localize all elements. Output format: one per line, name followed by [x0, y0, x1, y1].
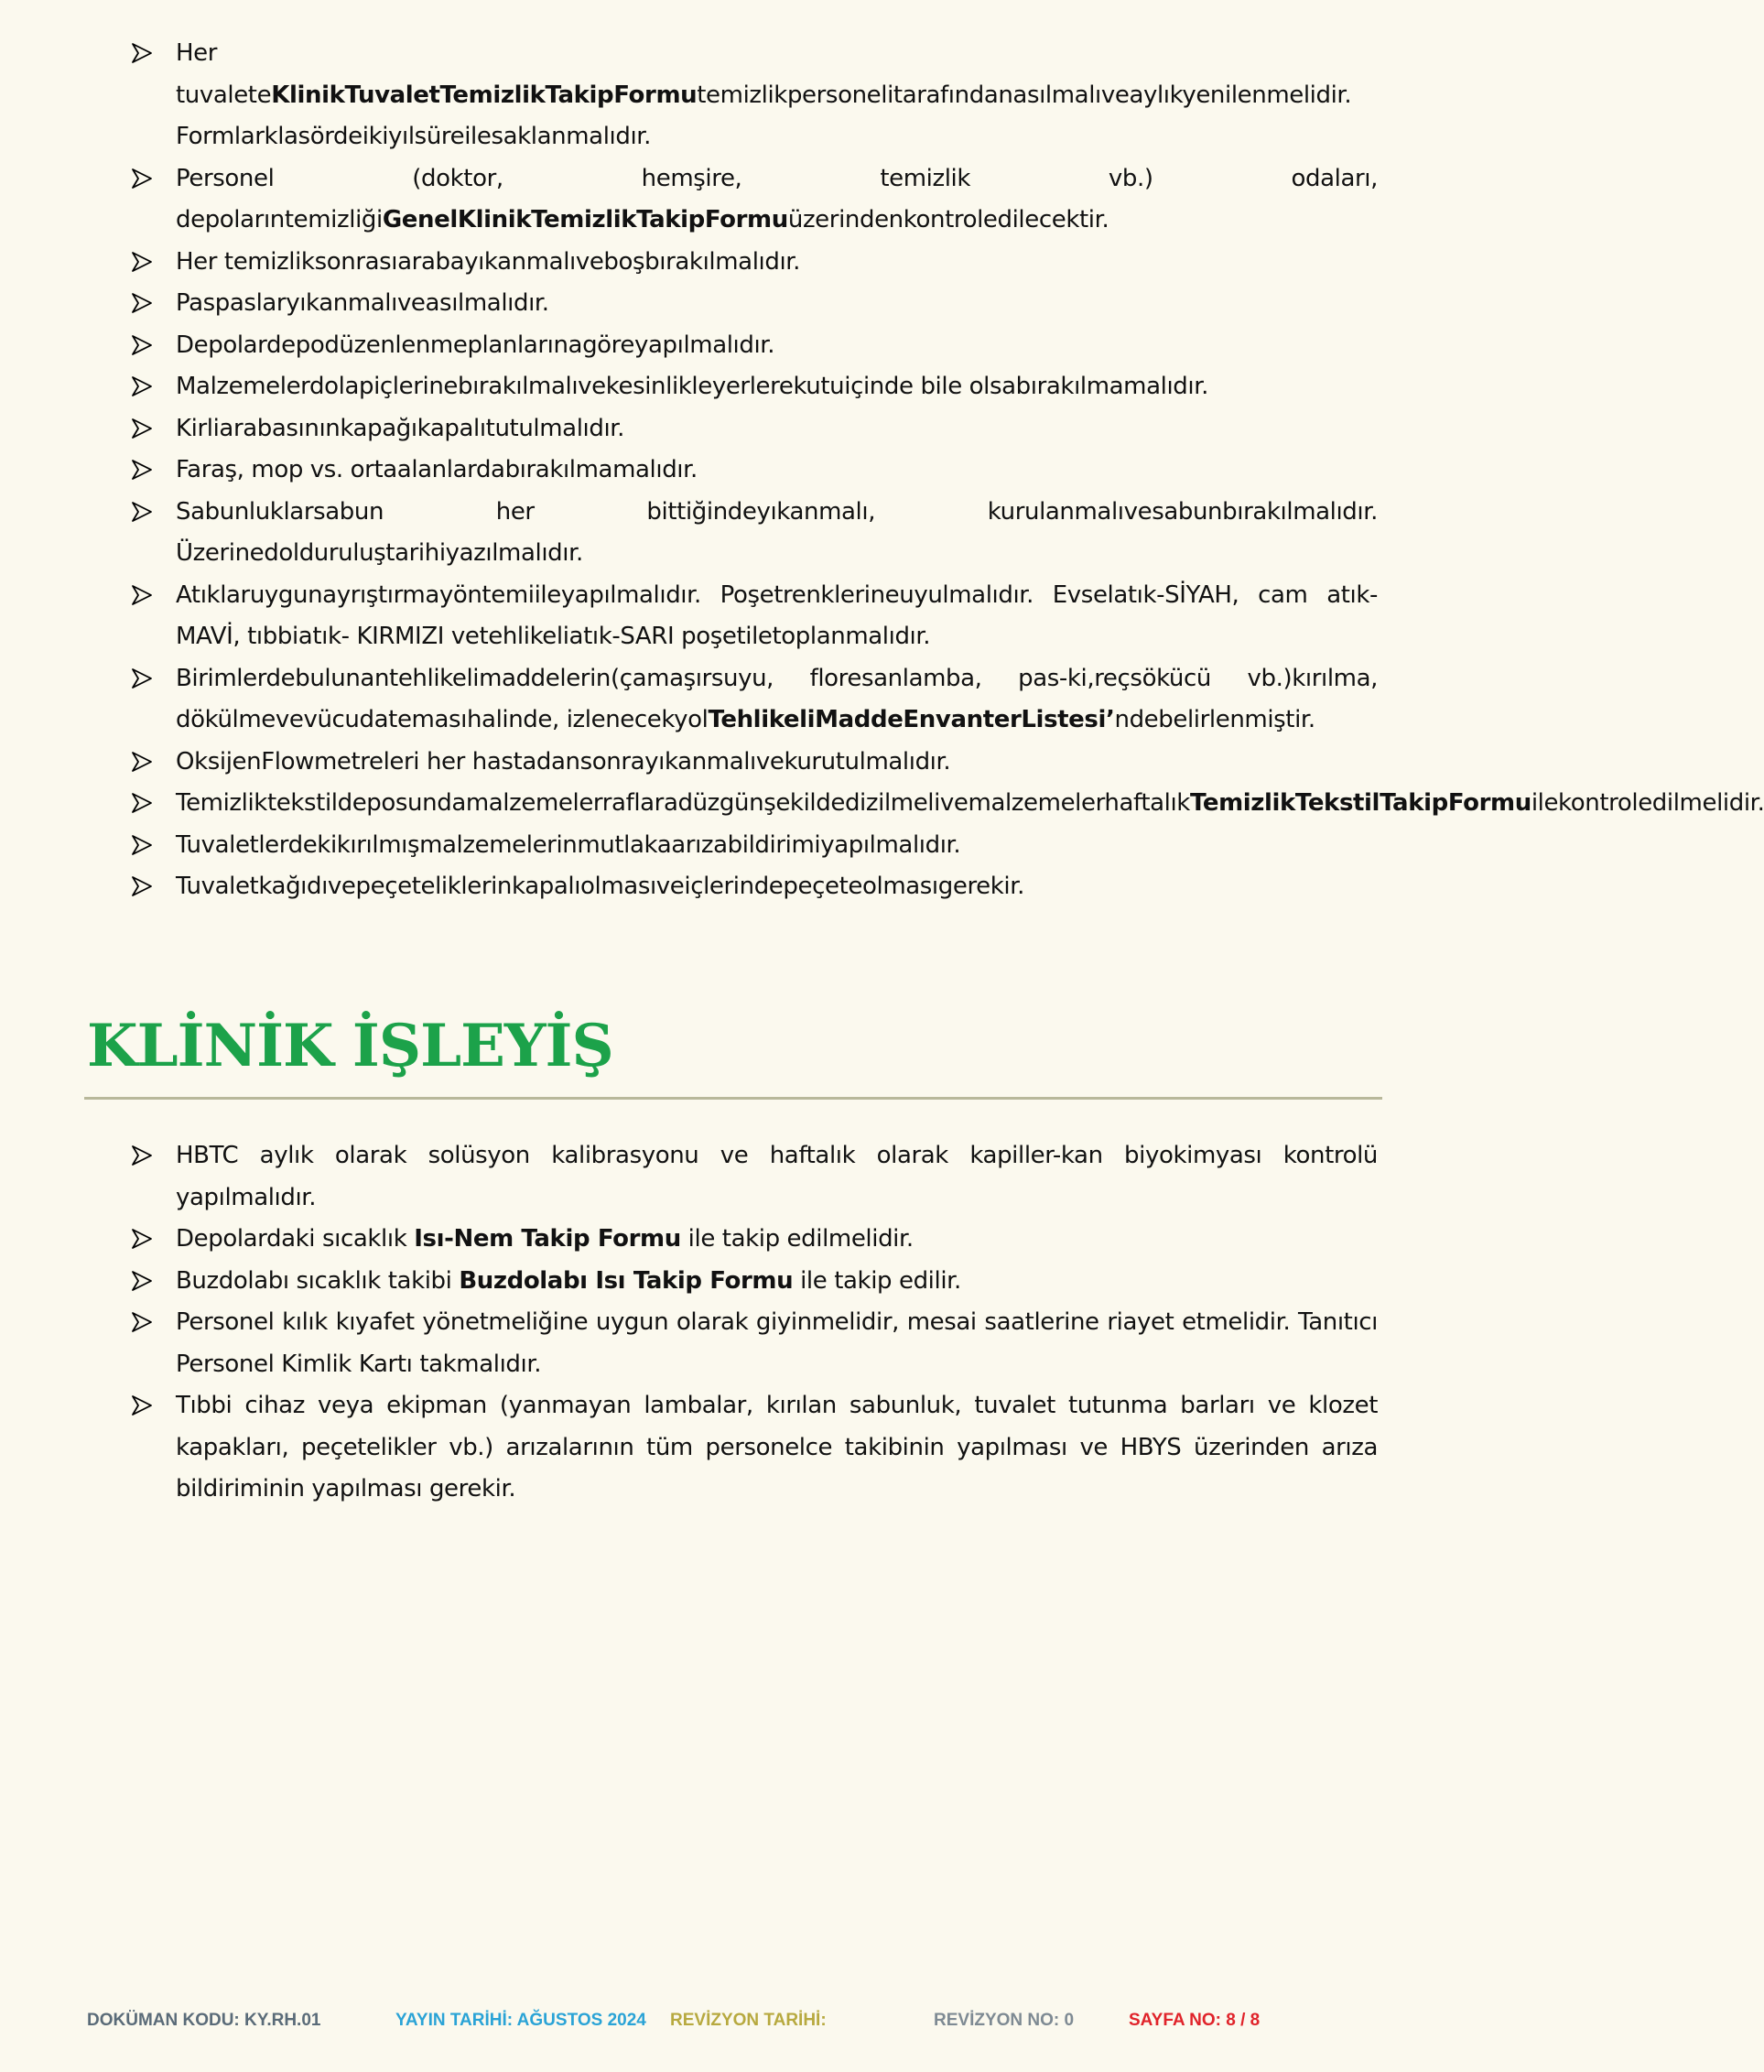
list-item [128, 33, 1378, 158]
list-item [128, 408, 1378, 450]
arrowhead-bullet-icon [132, 835, 152, 855]
form-name-bold: GenelKlinikTemizlikTakipFormu [382, 206, 788, 233]
list-item-text: Personel kılık kıyafet yönetmeliğine uygun olarak giyinmelidir, mesai saatlerine riayet etmelidir. Tanıtıcı Personel Kimlik Kartı takmalıdır. [176, 1308, 1378, 1378]
arrowhead-bullet-icon [132, 668, 152, 689]
arrowhead-bullet-icon [132, 1145, 152, 1166]
list-item-text: OksijenFlowmetreleri her hastadansonrayıkanmalıvekurutulmalıdır. [176, 747, 951, 776]
arrowhead-bullet-icon [132, 252, 152, 272]
list-item [128, 1261, 1378, 1303]
cleaning-rules-list [128, 33, 1764, 908]
list-item-text: Depolardepodüzenlenmeplanlarınagöreyapılmalıdır. [176, 331, 775, 359]
list-item [128, 575, 1378, 658]
list-item-text: üzerindenkontroledilecektir. [787, 206, 1109, 233]
arrowhead-bullet-icon [132, 752, 152, 772]
arrowhead-bullet-icon [132, 43, 152, 63]
arrowhead-bullet-icon [132, 335, 152, 355]
list-item-text: Sabunluklarsabun her bittiğindeyıkanmalı, kurulanmalıvesabunbırakılmalıdır. Üzerinedolduruluştarihiyazılmalıdır. [176, 497, 1378, 567]
list-item-text: Buzdolabı sıcaklık takibi [176, 1266, 460, 1295]
list-item-text: Paspaslaryıkanmalıveasılmalıdır. [176, 289, 549, 317]
list-item [128, 492, 1378, 575]
section-heading: KLİNİK İŞLEYİŞ [87, 1012, 613, 1080]
form-name-bold: Isı-Nem Takip Formu [414, 1225, 681, 1253]
list-item-text: Tuvaletkağıdıvepeçeteliklerinkapalıolmasıveiçlerindepeçeteolmasıgerekir. [176, 873, 1025, 900]
list-item [128, 1385, 1378, 1511]
arrowhead-bullet-icon [132, 1395, 152, 1416]
form-name-bold: Buzdolabı Isı Takip Formu [459, 1266, 794, 1295]
list-item [128, 366, 1378, 408]
list-item [128, 325, 1378, 367]
arrowhead-bullet-icon [132, 418, 152, 439]
arrowhead-bullet-icon [132, 168, 152, 189]
list-item-text: Tuvaletlerdekikırılmışmalzemelerinmutlakaarızabildirimiyapılmalıdır. [176, 830, 961, 859]
arrowhead-bullet-icon [132, 1229, 152, 1249]
list-item-text: Her temizliksonrasıarabayıkanmalıveboşbırakılmalıdır. [176, 247, 801, 276]
arrowhead-bullet-icon [132, 293, 152, 313]
list-item [128, 742, 1378, 784]
list-item-text: ile takip edilir. [793, 1266, 961, 1295]
list-item-text: Birimlerdebulunantehlikelimaddelerin(çamaşırsuyu, floresanlamba, pas-ki,reçsökücü vb.)kırılma, dökülmevevücudatemasıhalinde, izlenecekyol [176, 664, 1378, 733]
footer-revision-number: REVİZYON NO: 0 [934, 2011, 1075, 2030]
list-item-text: Depolardaki sıcaklık [176, 1225, 415, 1253]
list-item [128, 158, 1378, 242]
list-item-text: ndebelirlenmiştir. [1114, 706, 1315, 733]
list-item-text: Tıbbi cihaz veya ekipman (yanmayan lambalar, kırılan sabunluk, tuvalet tutunma barları ve klozet kapakları, peçetelikler vb.) arızalarının tüm personelce takibinin yapılması ve HBYS üzerinden arıza bildiriminin yapılması gerekir. [176, 1392, 1378, 1502]
list-item [128, 283, 1378, 325]
list-item [128, 866, 1378, 908]
arrowhead-bullet-icon [132, 502, 152, 522]
footer-document-code: DOKÜMAN KODU: KY.RH.01 [87, 2011, 321, 2030]
footer-publish-date: YAYIN TARİHİ: AĞUSTOS 2024 [395, 2011, 646, 2030]
list-item [128, 825, 1378, 867]
arrowhead-bullet-icon [132, 376, 152, 396]
list-item-text: Her tuvalete [176, 39, 272, 109]
list-item [128, 450, 1378, 492]
list-item-text: temizlikpersonelitarafındanasılmalıveaylıkyenilenmelidir. Formlarklasördeikiyılsüreilesaklanmalıdır. [176, 81, 1352, 150]
list-item [128, 242, 1378, 284]
list-item [128, 783, 1764, 825]
list-item-text: ile takip edilmelidir. [680, 1225, 914, 1253]
list-item-text: Temizliktekstildeposundamalzemelerraflaradüzgünşekildedizilmelivemalzemelerhaftalık [176, 789, 1190, 817]
list-item-text: HBTC aylık olarak solüsyon kalibrasyonu ve haftalık olarak kapiller-kan biyokimyası kontrolü yapılmalıdır. [176, 1142, 1378, 1211]
list-item [128, 1302, 1378, 1385]
footer-revision-date: REVİZYON TARİHİ: [670, 2011, 827, 2030]
arrowhead-bullet-icon [132, 876, 152, 896]
footer-page-number: SAYFA NO: 8 / 8 [1129, 2011, 1261, 2030]
arrowhead-bullet-icon [132, 1312, 152, 1332]
clinic-operation-list [128, 1135, 1378, 1511]
list-item [128, 1135, 1378, 1219]
arrowhead-bullet-icon [132, 793, 152, 813]
heading-divider [84, 1097, 1382, 1100]
arrowhead-bullet-icon [132, 1271, 152, 1291]
form-name-bold: TehlikeliMaddeEnvanterListesi’ [708, 706, 1115, 733]
list-item [128, 658, 1378, 742]
list-item [128, 1219, 1378, 1261]
list-item-text: Kirliarabasınınkapağıkapalıtutulmalıdır. [176, 414, 625, 442]
list-item-text: Malzemelerdolapiçlerinebırakılmalıvekesinlikleyerlerekutuiçinde bile olsabırakılmamalıdır. [176, 373, 1208, 400]
arrowhead-bullet-icon [132, 460, 152, 480]
list-item-text: Faraş, mop vs. ortaalanlardabırakılmamalıdır. [176, 456, 698, 483]
list-item-text: Personel (doktor, hemşire, temizlik vb.) odaları, depolarıntemizliği [176, 164, 1378, 233]
list-item-text: Atıklaruygunayrıştırmayöntemiileyapılmalıdır. Poşetrenklerineuyulmalıdır. Evselatık-SİYAH, cam atık-MAVİ, tıbbiatık- KIRMIZI vetehlikeliatık-SARI poşetiletoplanmalıdır. [176, 580, 1378, 650]
arrowhead-bullet-icon [132, 585, 152, 605]
form-name-bold: KlinikTuvaletTemizlikTakipFormu [271, 81, 698, 109]
form-name-bold: TemizlikTekstilTakipFormu [1189, 789, 1531, 817]
list-item-text: ilekontroledilmelidir. [1531, 789, 1764, 817]
